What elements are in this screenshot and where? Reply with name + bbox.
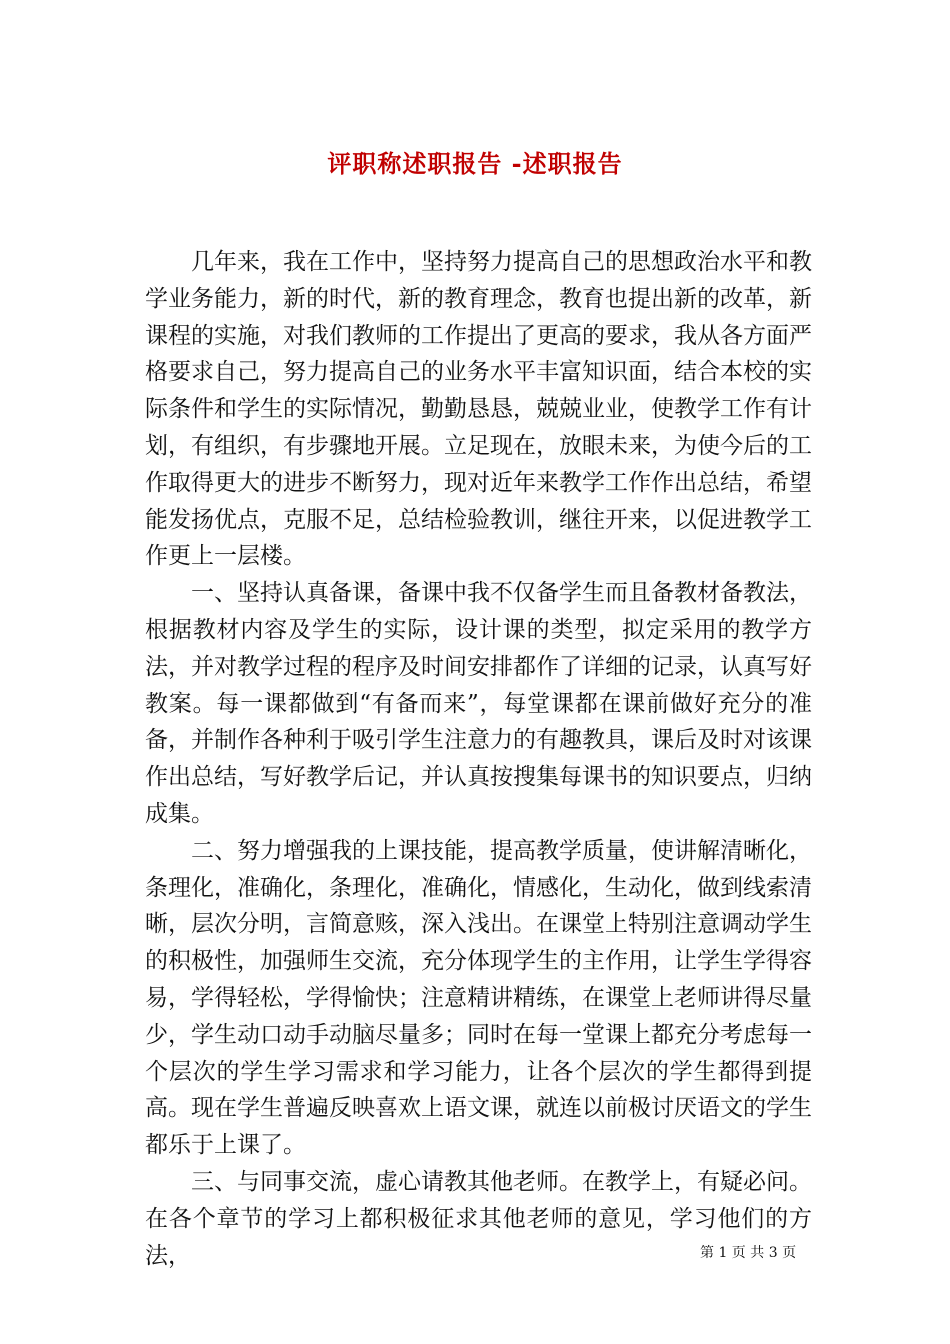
page-number: 第 1 页 共 3 页 bbox=[700, 1245, 797, 1261]
paragraph-section-3: 三、与同事交流，虚心请教其他老师。在教学上，有疑必问。在各个章节的学习上都积极征求其他老师的意见，学习他们的方法， bbox=[145, 1168, 812, 1269]
document-title: 评职称述职报告 -述职报告 bbox=[327, 149, 623, 179]
document-body bbox=[145, 244, 812, 1274]
paragraph-section-1: 一、坚持认真备课，备课中我不仅备学生而且备教材备教法，根据教材内容及学生的实际，设计课的类型，拟定采用的教学方法，并对教学过程的程序及时间安排都作了详细的记录，认真写好教案。每一课都做到“有备而来”，每堂课都在课前做好充分的准备，并制作各种利于吸引学生注意力的有趣教具，课后及时对该课作出总结，写好教学后记，并认真按搜集每课书的知识要点，归纳成集。 bbox=[145, 580, 812, 827]
paragraph-section-2: 二、努力增强我的上课技能，提高教学质量，使讲解清晰化，条理化，准确化，条理化，准确化，情感化，生动化，做到线索清晰，层次分明，言简意赅，深入浅出。在课堂上特别注意调动学生的积极性，加强师生交流，充分体现学生的主作用，让学生学得容易，学得轻松，学得愉快；注意精讲精练，在课堂上老师讲得尽量少，学生动口动手动脑尽量多；同时在每一堂课上都充分考虑每一个层次的学生学习需求和学习能力，让各个层次的学生都得到提高。现在学生普遍反映喜欢上语文课，就连以前极讨厌语文的学生都乐于上课了。 bbox=[145, 837, 812, 1159]
paragraph-intro: 几年来，我在工作中，坚持努力提高自己的思想政治水平和教学业务能力，新的时代，新的教育理念，教育也提出新的改革，新课程的实施，对我们教师的工作提出了更高的要求，我从各方面严格要求自己，努力提高自己的业务水平丰富知识面，结合本校的实际条件和学生的实际情况，勤勤恳恳，兢兢业业，使教学工作有计划，有组织，有步骤地开展。立足现在，放眼未来，为使今后的工作取得更大的进步不断努力，现对近年来教学工作作出总结，希望能发扬优点，克服不足，总结检验教训，继往开来，以促进教学工作更上一层楼。 bbox=[145, 249, 812, 570]
